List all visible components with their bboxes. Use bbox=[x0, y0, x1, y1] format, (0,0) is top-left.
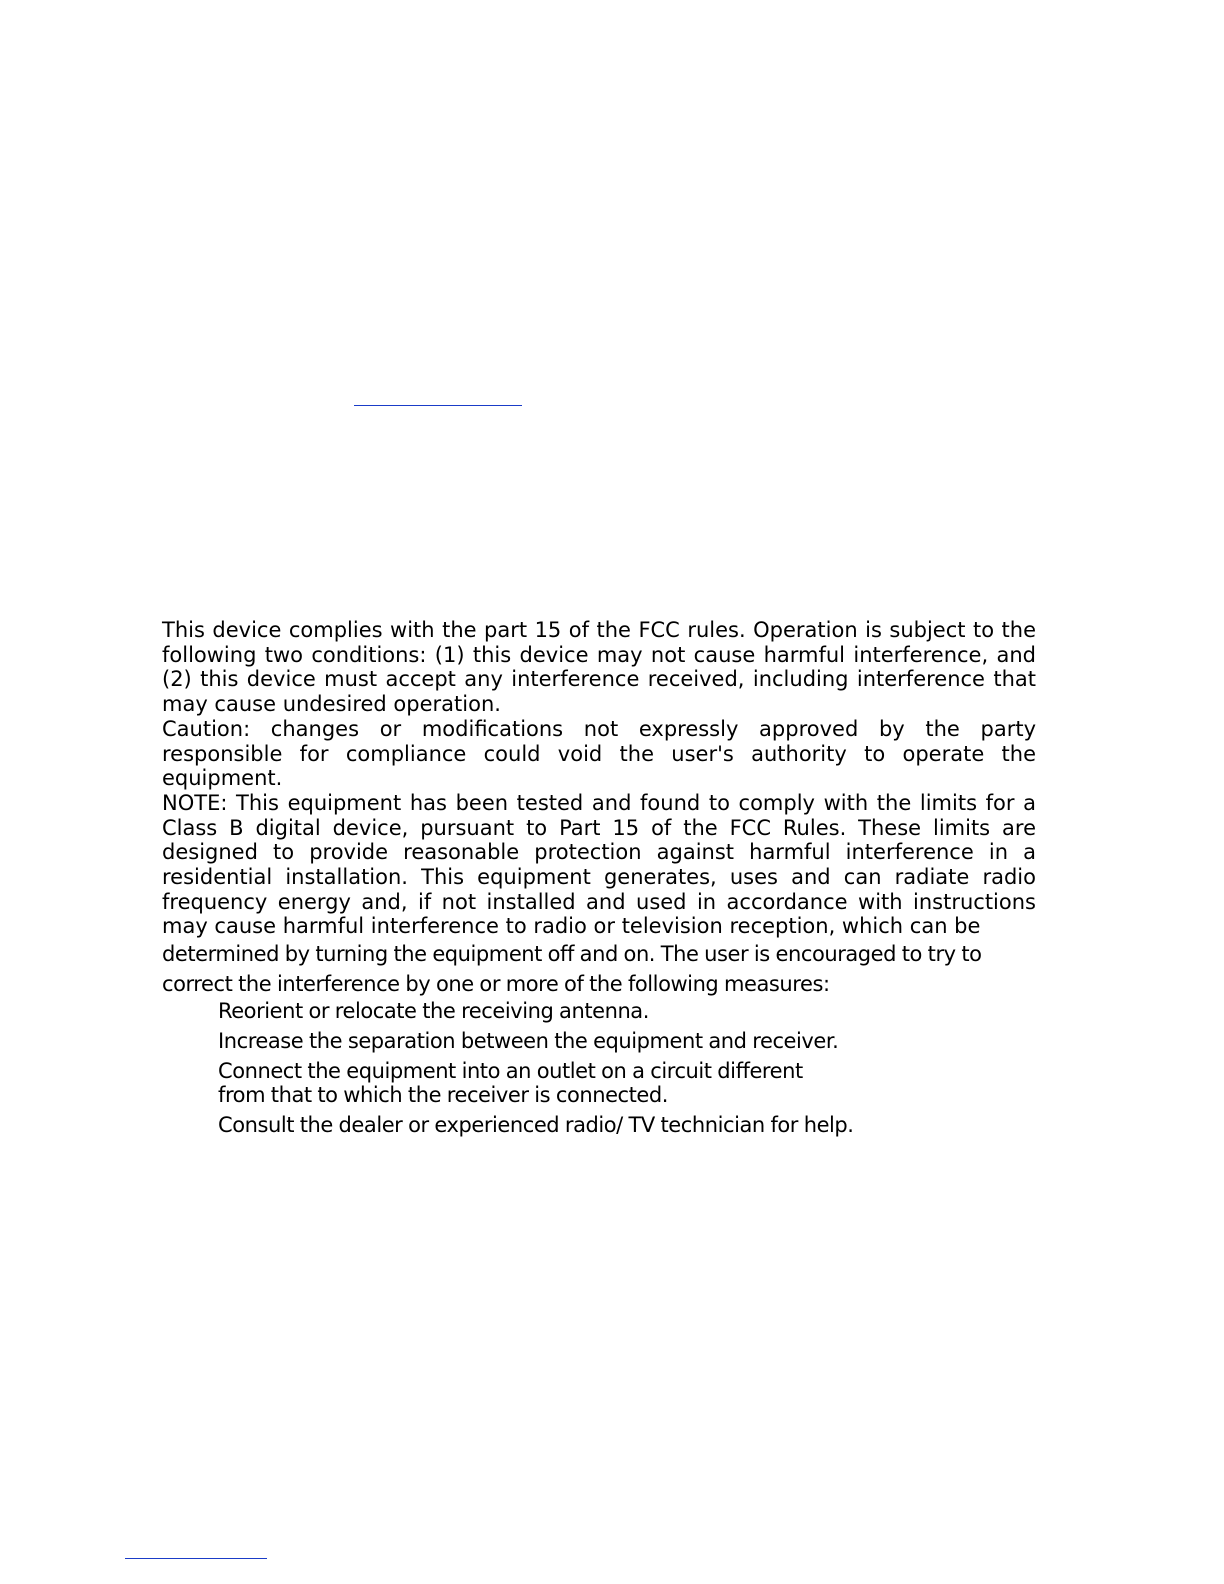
measure-item bbox=[218, 1059, 1036, 1108]
measure-item: Increase the separation between the equipment and receiver. bbox=[218, 1028, 839, 1053]
fcc-notice bbox=[162, 618, 1036, 1143]
measure-line: from that to which the receiver is connected. bbox=[218, 1083, 669, 1108]
top-divider-line bbox=[354, 405, 522, 406]
measure-item: Reorient or relocate the receiving antenna. bbox=[218, 999, 649, 1024]
compliance-paragraph: This device complies with the part 15 of the FCC rules. Operation is subject to the following two conditions: (1) this device may not cause harmful interference, and (2) this device must accept any interference received, including interference that may cause undesired operation. bbox=[162, 618, 1036, 717]
correct-line: correct the interference by one or more of the following measures: bbox=[162, 972, 830, 997]
measure-item: Consult the dealer or experienced radio/ TV technician for help. bbox=[218, 1112, 854, 1137]
determined-line: determined by turning the equipment off and on. The user is encouraged to try to bbox=[162, 942, 982, 967]
measure-line: Connect the equipment into an outlet on a circuit different bbox=[218, 1058, 803, 1083]
bottom-divider-line bbox=[125, 1558, 267, 1559]
measures-list bbox=[162, 999, 1036, 1138]
note-paragraph: NOTE: This equipment has been tested and found to comply with the limits for a Class B digital device, pursuant to Part 15 of the FCC Rules. These limits are designed to provide reasonable protection against harmful interference in a residential installation. This equipment generates, uses and can radiate radio frequency energy and, if not installed and used in accordance with instructions may cause harmful interference to radio or television reception, which can be bbox=[162, 790, 1036, 939]
caution-paragraph: Caution: changes or modifications not expressly approved by the party responsible for compliance could void the user's authority to operate the equipment. bbox=[162, 716, 1036, 791]
